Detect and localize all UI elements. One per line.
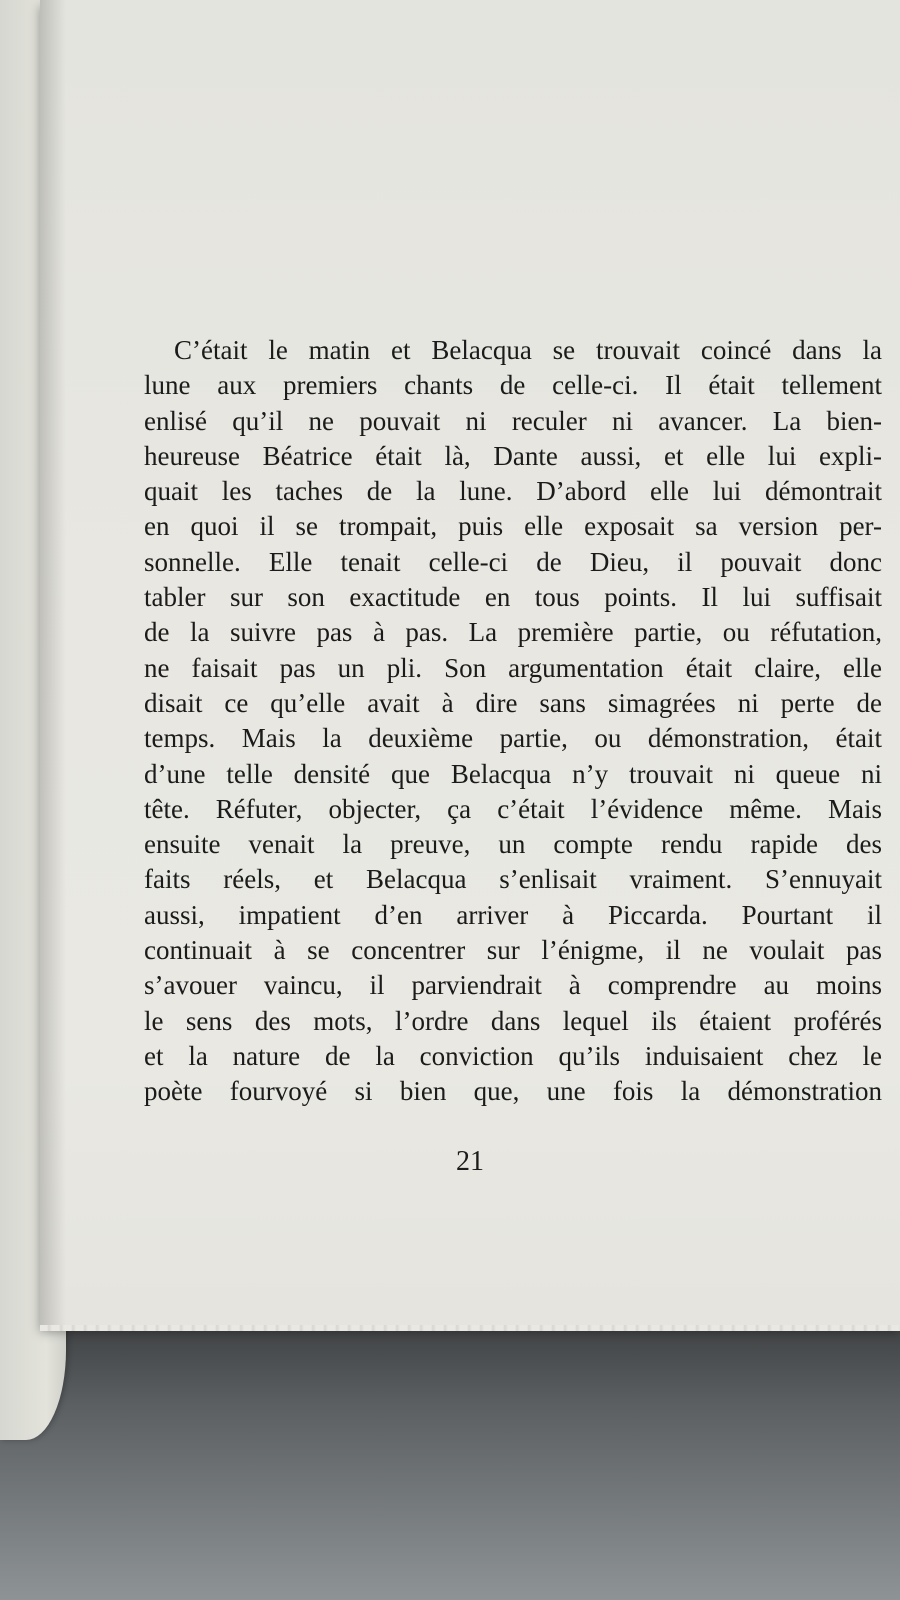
text-line: le sens des mots, l’ordre dans lequel ils étaient proférés (144, 1005, 882, 1036)
text-line: temps. Mais la deuxième partie, ou démonstration, était (144, 723, 882, 754)
text-line: en quoi il se trompait, puis elle exposait sa version per- (144, 511, 882, 542)
page-gutter (40, 0, 66, 1326)
text-line: tabler sur son exactitude en tous points. Il lui suffisait (144, 582, 882, 613)
text-line: lune aux premiers chants de celle-ci. Il était tellement (144, 370, 882, 401)
text-line: heureuse Béatrice était là, Dante aussi, et elle lui expli- (144, 440, 882, 471)
page-number: 21 (456, 1146, 484, 1177)
text-line: et la nature de la conviction qu’ils induisaient chez le (144, 1040, 882, 1071)
text-line: ne faisait pas un pli. Son argumentation était claire, elle (144, 652, 882, 683)
text-line: disait ce qu’elle avait à dire sans simagrées ni perte de (144, 687, 882, 718)
text-line: tête. Réfuter, objecter, ça c’était l’évidence même. Mais (144, 793, 882, 824)
text-line: C’était le matin et Belacqua se trouvait coincé dans la (174, 335, 882, 365)
book-page (40, 0, 900, 1326)
table-shadow (0, 1320, 900, 1600)
text-line: continuait à se concentrer sur l’énigme, il ne voulait pas (144, 935, 882, 966)
body-paragraph (144, 333, 882, 1110)
text-line: enlisé qu’il ne pouvait ni reculer ni avancer. La bien- (144, 405, 882, 436)
text-line: aussi, impatient d’en arriver à Piccarda. Pourtant il (144, 899, 882, 930)
text-line: de la suivre pas à pas. La première partie, ou réfutation, (144, 617, 882, 648)
text-line: poète fourvoyé si bien que, une fois la démonstration (144, 1076, 882, 1107)
text-line: quait les taches de la lune. D’abord elle lui démontrait (144, 476, 882, 507)
text-line: ensuite venait la preuve, un compte rendu rapide des (144, 829, 882, 860)
text-line: d’une telle densité que Belacqua n’y trouvait ni queue ni (144, 758, 882, 789)
text-line: sonnelle. Elle tenait celle-ci de Dieu, il pouvait donc (144, 546, 882, 577)
text-line: s’avouer vaincu, il parviendrait à comprendre au moins (144, 970, 882, 1001)
text-line: faits réels, et Belacqua s’enlisait vraiment. S’ennuyait (144, 864, 882, 895)
